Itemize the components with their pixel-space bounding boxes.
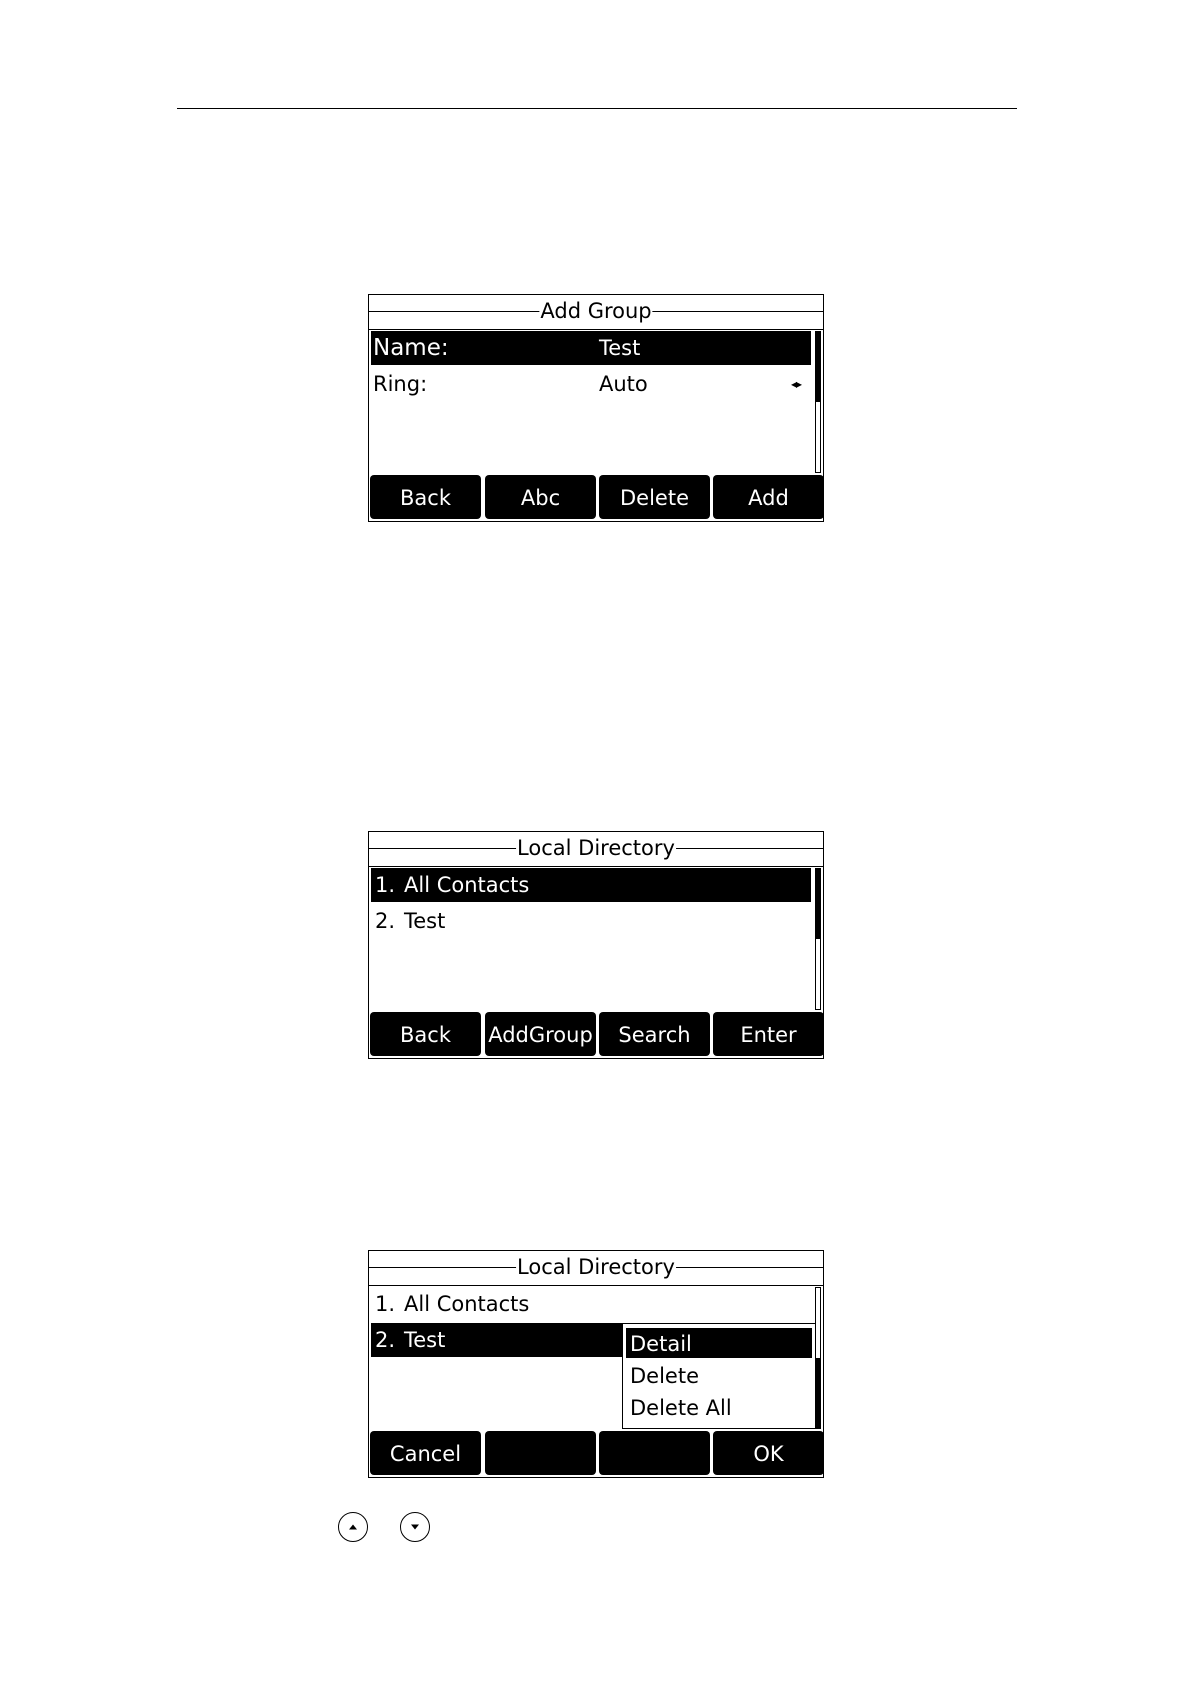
detail-option[interactable]: Detail bbox=[626, 1328, 812, 1358]
abc-softkey[interactable]: Abc bbox=[485, 475, 596, 519]
softkey-bar bbox=[369, 1429, 823, 1477]
cancel-softkey[interactable]: Cancel bbox=[370, 1431, 481, 1475]
item-label: Test bbox=[404, 1328, 446, 1352]
scrollbar-thumb[interactable] bbox=[816, 1358, 820, 1428]
ring-value: Auto bbox=[599, 372, 648, 396]
softkey-bar bbox=[369, 473, 823, 521]
scrollbar[interactable] bbox=[815, 868, 821, 1010]
phone-screen-local-directory bbox=[368, 831, 824, 1059]
add-softkey[interactable]: Add bbox=[713, 475, 824, 519]
list-item[interactable] bbox=[371, 868, 811, 902]
softkey-bar bbox=[369, 1010, 823, 1058]
item-label: All Contacts bbox=[404, 1292, 530, 1316]
item-number: 2. bbox=[375, 909, 396, 933]
item-label: All Contacts bbox=[404, 873, 530, 897]
screen-title-bar bbox=[369, 1251, 823, 1285]
options-popup bbox=[622, 1323, 816, 1429]
screen-title: Local Directory bbox=[517, 836, 675, 860]
search-softkey[interactable]: Search bbox=[599, 1012, 710, 1056]
screen-title-bar bbox=[369, 295, 823, 329]
item-number: 2. bbox=[375, 1328, 396, 1352]
screen-title-bar bbox=[369, 832, 823, 866]
ok-softkey[interactable]: OK bbox=[713, 1431, 824, 1475]
header-rule bbox=[177, 108, 1017, 109]
ring-label: Ring: bbox=[373, 372, 428, 396]
left-right-arrows-icon: ◂▸ bbox=[790, 377, 801, 391]
delete-softkey[interactable]: Delete bbox=[599, 475, 710, 519]
screen-title: Add Group bbox=[540, 299, 652, 323]
list-item[interactable] bbox=[371, 1287, 811, 1321]
phone-screen-local-directory-options bbox=[368, 1250, 824, 1478]
delete-option[interactable]: Delete bbox=[630, 1364, 699, 1388]
name-label: Name: bbox=[373, 335, 449, 361]
phone-screen-add-group bbox=[368, 294, 824, 522]
item-number: 1. bbox=[375, 1292, 396, 1316]
addgroup-softkey[interactable]: AddGroup bbox=[485, 1012, 596, 1056]
item-number: 1. bbox=[375, 873, 396, 897]
scrollbar-thumb[interactable] bbox=[816, 869, 820, 939]
item-label: Test bbox=[404, 909, 446, 933]
scrollbar[interactable] bbox=[815, 331, 821, 473]
name-value: Test bbox=[599, 336, 641, 360]
list-item[interactable] bbox=[371, 904, 811, 938]
back-softkey[interactable]: Back bbox=[370, 1012, 481, 1056]
down-arrow-icon bbox=[400, 1512, 430, 1542]
blank-softkey-2[interactable] bbox=[485, 1431, 596, 1475]
blank-softkey-3[interactable] bbox=[599, 1431, 710, 1475]
scrollbar-thumb[interactable] bbox=[816, 332, 820, 402]
screen-title: Local Directory bbox=[517, 1255, 675, 1279]
enter-softkey[interactable]: Enter bbox=[713, 1012, 824, 1056]
name-field-row[interactable] bbox=[371, 331, 811, 365]
back-softkey[interactable]: Back bbox=[370, 475, 481, 519]
delete-all-option[interactable]: Delete All bbox=[630, 1396, 732, 1420]
up-arrow-icon bbox=[338, 1512, 368, 1542]
ring-field-row[interactable] bbox=[371, 367, 811, 401]
navigation-keys bbox=[338, 1512, 438, 1548]
